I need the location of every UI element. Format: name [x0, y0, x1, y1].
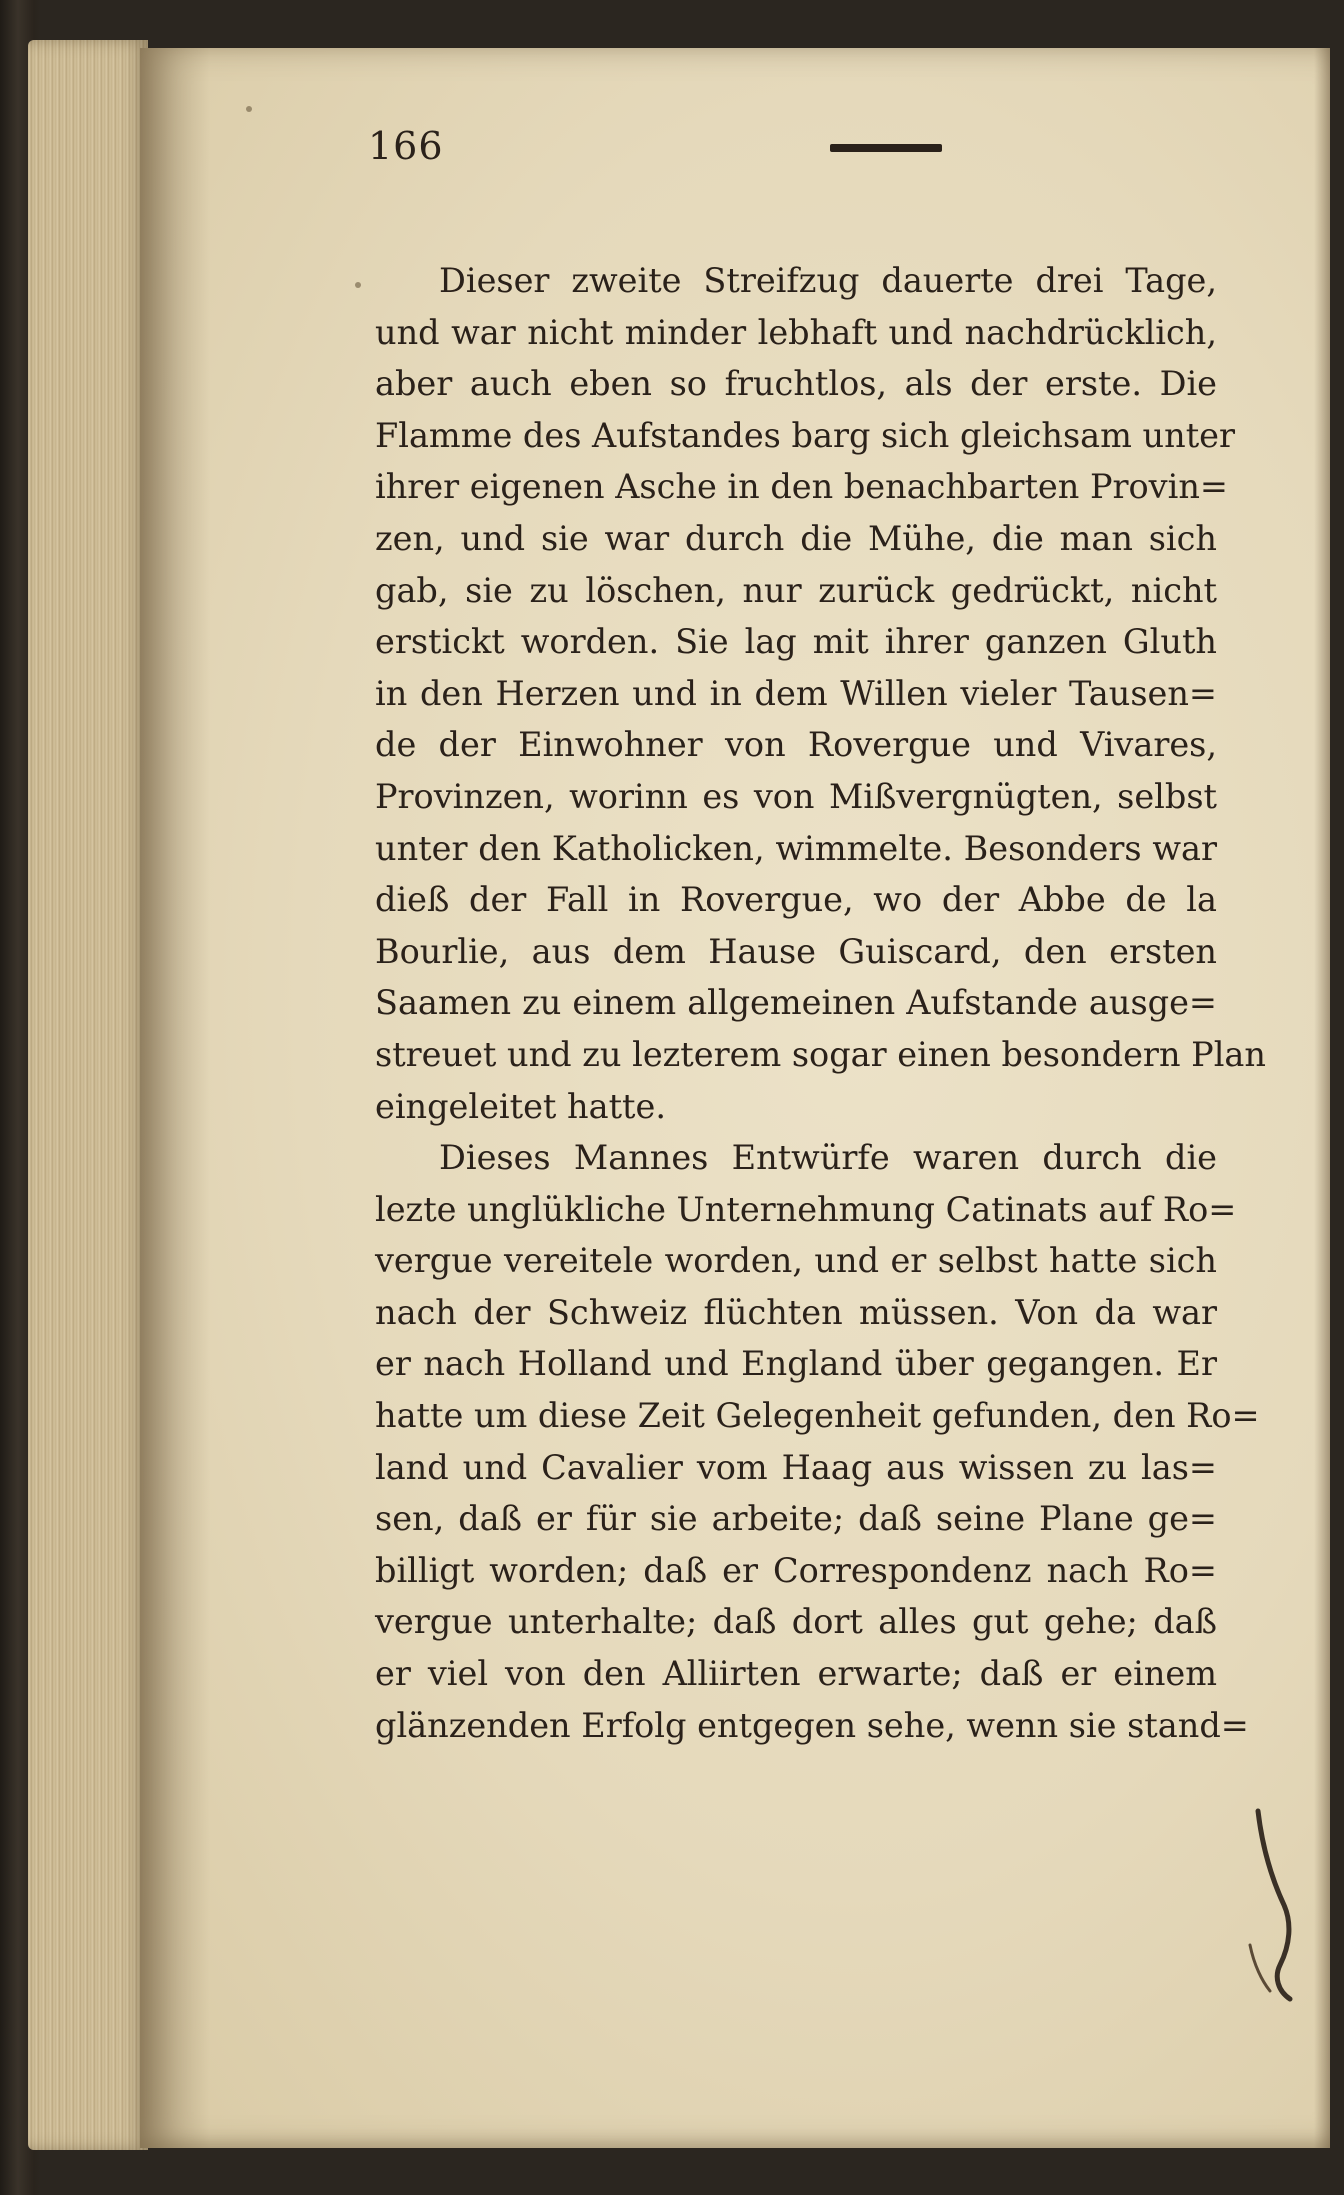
- paper-speck: [246, 106, 252, 112]
- text-line: nach der Schweiz flüchten müssen. Von da war: [375, 1292, 1217, 1332]
- text-line: vergue vereitele worden, und er selbst hatte sich: [375, 1241, 1217, 1281]
- text-line: gab, sie zu löschen, nur zurück gedrückt, nicht: [375, 570, 1217, 610]
- page-edges: [28, 40, 148, 2150]
- text-line: lezte unglükliche Unternehmung Catinats auf Ro=: [375, 1189, 1237, 1229]
- text-line: unter den Katholicken, wimmelte. Besonders war: [375, 828, 1217, 868]
- paper-speck: [355, 282, 361, 288]
- text-line: in den Herzen und in dem Willen vieler Tausen=: [375, 673, 1217, 713]
- text-line: er nach Holland und England über gegangen. Er: [375, 1344, 1217, 1384]
- text-line: und war nicht minder lebhaft und nachdrücklich,: [375, 312, 1217, 352]
- text-line: billigt worden; daß er Correspondenz nach Ro=: [375, 1550, 1217, 1590]
- body-text: [375, 255, 1266, 1751]
- text-line: Flamme des Aufstandes barg sich gleichsam unter: [375, 415, 1236, 455]
- text-line: hatte um diese Zeit Gelegenheit gefunden, den Ro=: [375, 1396, 1260, 1436]
- page-number: 166: [368, 124, 444, 168]
- text-line: sen, daß er für sie arbeite; daß seine Plane ge=: [375, 1499, 1217, 1539]
- text-line: aber auch eben so fruchtlos, als der erste. Die: [375, 364, 1217, 404]
- text-line: er viel von den Alliirten erwarte; daß er einem: [375, 1654, 1217, 1694]
- text-line: Saamen zu einem allgemeinen Aufstande ausge=: [375, 983, 1217, 1023]
- text-line: eingeleitet hatte.: [375, 1086, 666, 1126]
- pencil-bracket-mark: [1240, 1805, 1310, 2005]
- text-line: Dieses Mannes Entwürfe waren durch die: [439, 1138, 1217, 1178]
- text-line: vergue unterhalte; daß dort alles gut gehe; daß: [375, 1602, 1217, 1642]
- text-line: Bourlie, aus dem Hause Guiscard, den ersten: [375, 931, 1217, 971]
- text-line: ihrer eigenen Asche in den benachbarten Provin=: [375, 467, 1228, 507]
- text-line: zen, und sie war durch die Mühe, die man sich: [375, 518, 1217, 558]
- gutter-shadow: [140, 48, 210, 2148]
- text-line: land und Cavalier vom Haag aus wissen zu las=: [375, 1447, 1217, 1487]
- text-line: glänzenden Erfolg entgegen sehe, wenn sie stand=: [375, 1705, 1249, 1745]
- text-line: Dieser zweite Streifzug dauerte drei Tage,: [439, 261, 1217, 300]
- text-line: de der Einwohner von Rovergue und Vivares,: [375, 725, 1217, 765]
- header-rule: [830, 144, 942, 152]
- text-line: dieß der Fall in Rovergue, wo der Abbe de la: [375, 880, 1217, 920]
- page-right-edge: [1314, 48, 1330, 2148]
- page-header: [230, 124, 1228, 184]
- text-line: streuet und zu lezterem sogar einen besondern Plan: [375, 1034, 1266, 1074]
- text-line: erstickt worden. Sie lag mit ihrer ganzen Gluth: [375, 622, 1217, 662]
- text-line: Provinzen, worinn es von Mißvergnügten, selbst: [375, 776, 1217, 816]
